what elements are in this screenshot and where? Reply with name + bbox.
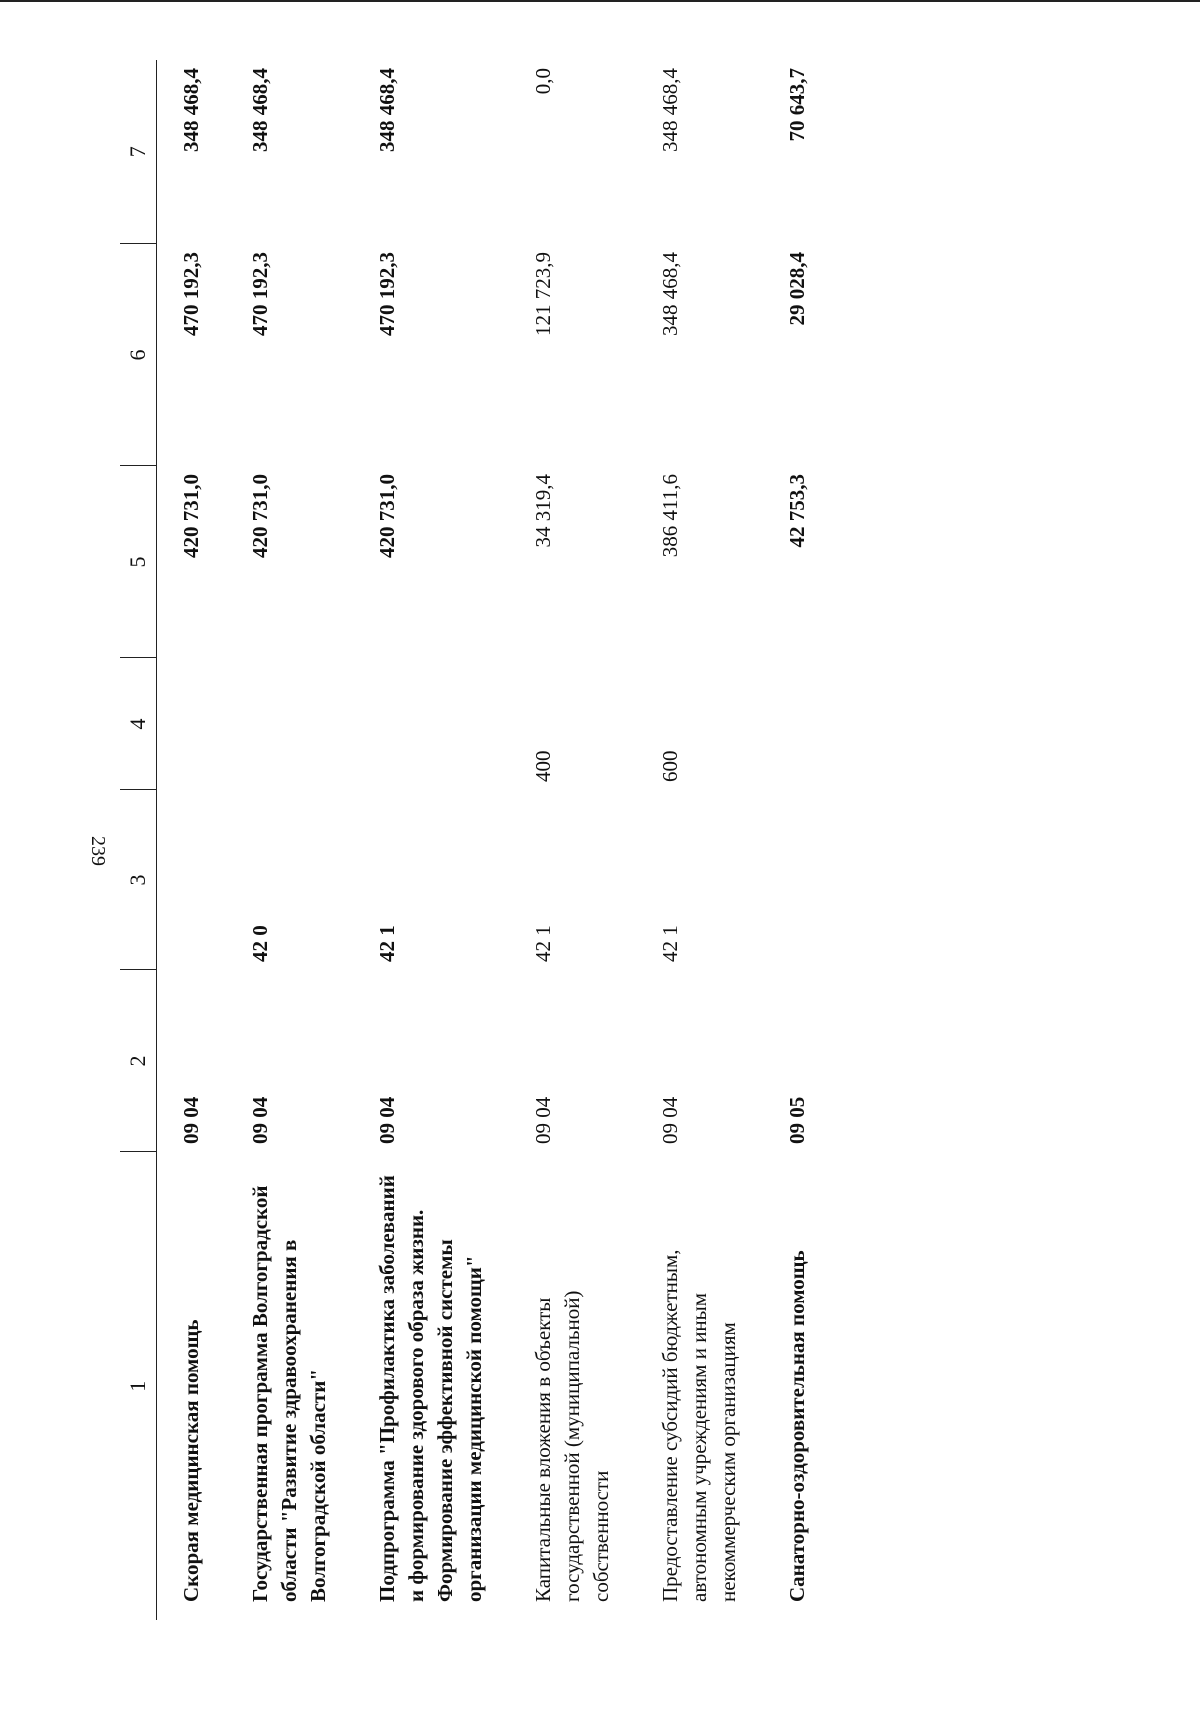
row-value-6: 121 723,9 bbox=[531, 252, 555, 336]
table-container bbox=[120, 60, 1140, 1620]
row-value-5: 34 319,4 bbox=[531, 474, 555, 548]
row-program-code: 42 1 bbox=[531, 925, 555, 962]
row-name: Санаторно-оздоровительная помощь bbox=[785, 1250, 809, 1602]
row-value-6: 29 028,4 bbox=[785, 252, 809, 326]
table-row bbox=[157, 60, 227, 1620]
row-value-7: 348 468,4 bbox=[248, 68, 272, 152]
budget-table bbox=[120, 60, 832, 1620]
table-header-row bbox=[120, 60, 157, 1620]
table-row bbox=[509, 60, 636, 1620]
row-expense-type bbox=[157, 658, 227, 790]
row-value-7: 0,0 bbox=[531, 68, 555, 95]
row-value-6: 470 192,3 bbox=[179, 252, 203, 336]
header-col-1: 1 bbox=[120, 1152, 157, 1620]
row-value-7: 348 468,4 bbox=[375, 68, 399, 152]
row-value-6: 470 192,3 bbox=[248, 252, 272, 336]
row-program-code bbox=[763, 790, 832, 970]
table-row bbox=[226, 60, 353, 1620]
row-section-code: 09 04 bbox=[658, 1096, 682, 1144]
row-expense-type bbox=[353, 658, 509, 790]
row-value-7: 348 468,4 bbox=[179, 68, 203, 152]
row-value-7: 70 643,7 bbox=[785, 68, 809, 142]
table-row bbox=[636, 60, 763, 1620]
row-section-code: 09 04 bbox=[375, 1096, 399, 1144]
header-col-5: 5 bbox=[120, 466, 157, 658]
page-number: 239 bbox=[87, 836, 109, 866]
row-program-code bbox=[157, 790, 227, 970]
header-col-3: 3 bbox=[120, 790, 157, 970]
row-name: Предоставление субсидий бюджетным, автономным учреждениям и иным некоммерческим организациям bbox=[658, 1249, 740, 1602]
row-name: Государственная программа Волгоградской области "Развитие здравоохранения в Волгоградской области" bbox=[248, 1185, 330, 1602]
row-program-code: 42 1 bbox=[375, 925, 399, 962]
row-value-5: 420 731,0 bbox=[248, 474, 272, 558]
rotated-table-frame bbox=[120, 60, 1140, 1620]
row-name: Подпрограмма "Профилактика заболеваний и формирование здорового образа жизни. Формирование эффективной системы организации медицинской помощи" bbox=[375, 1175, 486, 1602]
row-value-5: 420 731,0 bbox=[179, 474, 203, 558]
header-col-7: 7 bbox=[120, 60, 157, 244]
row-value-5: 386 411,6 bbox=[658, 474, 682, 558]
row-section-code: 09 04 bbox=[248, 1096, 272, 1144]
header-col-6: 6 bbox=[120, 244, 157, 466]
row-section-code: 09 05 bbox=[785, 1096, 809, 1144]
row-program-code: 42 1 bbox=[658, 925, 682, 962]
header-col-4: 4 bbox=[120, 658, 157, 790]
row-section-code: 09 04 bbox=[531, 1096, 555, 1144]
row-value-5: 42 753,3 bbox=[785, 474, 809, 548]
row-expense-type: 600 bbox=[658, 750, 682, 782]
page-top-border bbox=[0, 0, 1200, 2]
row-expense-type bbox=[763, 658, 832, 790]
row-value-7: 348 468,4 bbox=[658, 68, 682, 152]
row-section-code: 09 04 bbox=[179, 1096, 203, 1144]
row-program-code: 42 0 bbox=[248, 925, 272, 962]
row-value-5: 420 731,0 bbox=[375, 474, 399, 558]
table-row bbox=[353, 60, 509, 1620]
row-expense-type: 400 bbox=[531, 750, 555, 782]
row-name: Скорая медицинская помощь bbox=[179, 1319, 203, 1602]
row-value-6: 470 192,3 bbox=[375, 252, 399, 336]
table-row bbox=[763, 60, 832, 1620]
row-value-6: 348 468,4 bbox=[658, 252, 682, 336]
row-expense-type bbox=[226, 658, 353, 790]
header-col-2: 2 bbox=[120, 970, 157, 1152]
row-name: Капитальные вложения в объекты государственной (муниципальной) собственности bbox=[531, 1290, 613, 1602]
